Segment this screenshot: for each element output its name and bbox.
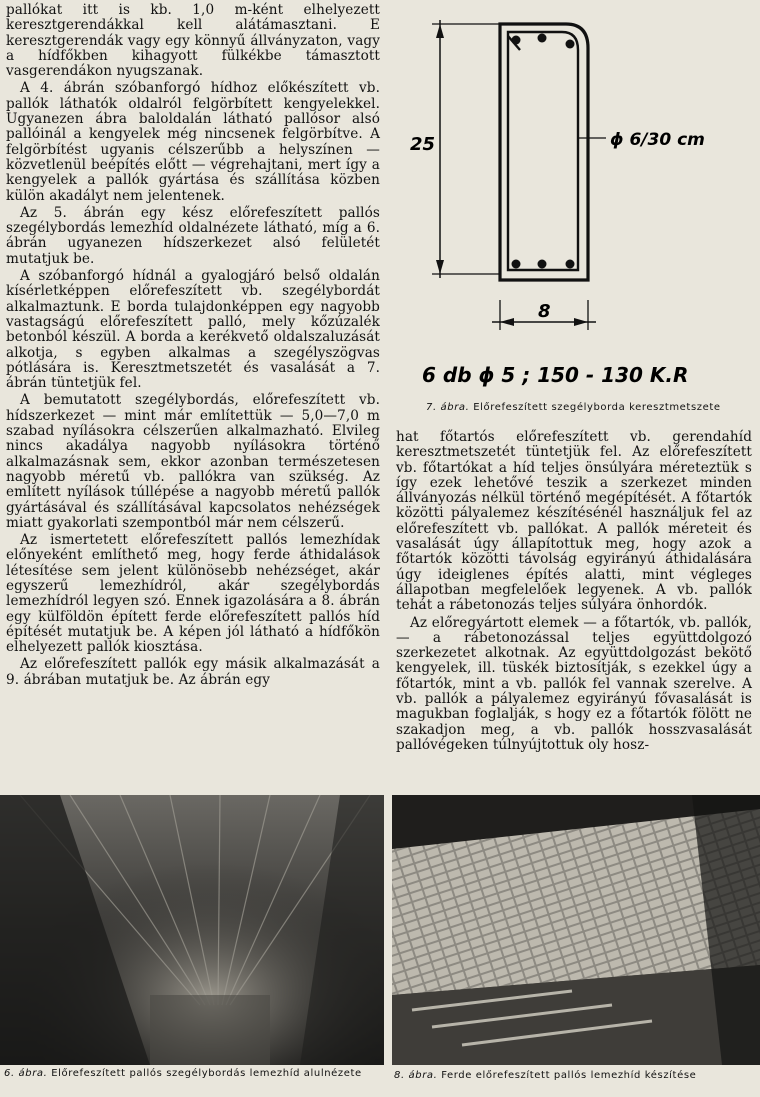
section-outline [500,24,588,280]
right-text-column [396,430,752,755]
paragraph: Az előregyártott elemek — a főtartók, vb. pallók, — a rábetonozással teljes együttdolgozó szerkezetet alkotnak. Az együttdolgozást bekötő kengyelek, ill. tüskék biztosítják, s ezekkel úgy a főtartók, mint a vb. pallók fel vannak szerelve. A vb. pallók a pályalemez egyirányú fővasalását is magukban foglalják, s hogy ez a főtartók fölött ne szakadjon meg, a vb. pallók hosszvasalását pallóvégeken túlnyújtottuk oly hosz- [396,614,752,753]
rebar-bottom-mid [538,260,547,269]
paragraph: A bemutatott szegélybordás, előrefeszített vb. hídszerkezet — mint már említettük — 5,0—7,0 m szabad nyílásokra célszerűen alkalmazható. Elvileg nincs akadálya nagyobb nyílásokra történő alkalmazásnak sem, ekkor azonban természetesen nagyobb méretű vb. pallókra van szükség. Az említett nyílások túllépése a nagyobb méretű pallók gyártásával és szállításával kapcsolatos nehézségek miatt gyakorlati szempontból már nem célszerű. [6,392,380,531]
figure-8-photo [392,795,760,1065]
arrow-down [436,260,444,274]
paragraph: hat főtartós előrefeszített vb. gerendahíd keresztmetszetét tüntetjük fel. Az előrefeszített vb. főtartókat a híd teljes önsúlyára méreteztük s így ezek lehetővé teszik a szerkezet minden állványozás nélkül történő megépítését. A főtartók közötti pályalemez készítésénél használjuk fel az előrefeszített vb. pallókat. A pallók méreteit és vasalását úgy állapítottuk meg, hogy azok a főtartók közötti távolság egyirányú áthidalására úgy ideiglenes építés alatti, mint végleges állapotban megfelelőek legyenek. A vb. pallók tehát a rábetonozás teljes súlyára önhordók. [396,429,752,614]
rebar-top-left [512,36,521,45]
caption-text: Előrefeszített szegélyborda keresztmetszete [473,402,721,413]
paragraph: Az 5. ábrán egy kész előrefeszített pallós szegélybordás lemezhíd oldalnézete látható, míg a 6. ábrán ugyanezen hídszerkezet alsó felületét mutatjuk be. [6,204,380,267]
paragraph: Az ismertetett előrefeszített pallós lemezhídak előnyeként említhető meg, hogy ferde áthidalások létesítése sem jelent különösebb nehézséget, akár egyszerű lemezhídról, akár szegélybordás lemezhídról legyen szó. Ennek igazolására a 8. ábrán egy külföldön épített ferde előrefeszített pallós híd építését mutatjuk be. A képen jól látható a hídfőkön elhelyezett pallók kiosztása. [6,532,380,656]
cross-section-drawing [396,8,756,398]
stirrup [508,32,578,270]
width-label: 8 [538,301,551,322]
figure-7-cross-section [396,8,756,418]
figure-8-caption [394,1070,754,1081]
caption-number: 6. ábra. [4,1068,48,1079]
caption-text: Ferde előrefeszített pallós lemezhíd készítése [441,1070,697,1081]
left-text-column [6,3,380,690]
figure-6-photo [0,795,384,1065]
rebar-label: 6 db ϕ 5 ; 150 - 130 K.R [422,363,689,387]
paragraph: pallókat itt is kb. 1,0 m-ként elhelyezett keresztgerendákkal kell alátámasztani. E keresztgerendák vagy egy könnyű állványzaton, vagy a hídfőkben kihagyott fülkékbe támasztott vasgerendákon nyugszanak. [6,2,380,80]
caption-text: Előrefeszített pallós szegélybordás lemezhíd alulnézete [51,1068,362,1079]
paragraph: Az előrefeszített pallók egy másik alkalmazását a 9. ábrában mutatjuk be. Az ábrán egy [6,656,380,688]
height-label: 25 [410,134,436,155]
caption-number: 8. ábra. [394,1070,438,1081]
paragraph: A 4. ábrán szóbanforgó hídhoz előkészített vb. pallók láthatók oldalról felgörbített kengyelekkel. Ugyanezen ábra baloldalán látható pallósor alsó pallóinál a kengyelek még nincsenek felgörbítve. A felgörbítést ugyanis célszerűbb a helyszínen — közvetlenül beépítés előtt — végrehajtani, mert így a kengyelek a pallók gyártása és szállítása közben külön akadályt nem jelentenek. [6,80,380,204]
rebar-bottom-right [566,260,575,269]
arrow-up [436,24,444,38]
figure-7-caption [426,402,756,413]
rebar-top-mid [538,34,547,43]
arrow-right [574,318,588,326]
bridge-underside-image [0,795,384,1065]
stirrup-label: ϕ 6/30 cm [610,130,705,150]
caption-number: 7. ábra. [426,402,470,413]
rebar-bottom-left [512,260,521,269]
rebar-top-right [566,40,575,49]
arrow-left [500,318,514,326]
paragraph: A szóbanforgó hídnál a gyalogjáró belső oldalán kísérletképpen előrefeszített vb. szegélybordát alkalmaztunk. E borda tulajdonképpen egy nagyobb vastagságú előrefeszített palló, mely kőzúzalék betonból készül. A borda a kerékvető oldalszaluzását alkotja, s egyben alkalmas a szegélyszögvas pótlására is. Keresztmetszetét és vasalását a 7. ábrán tüntetjük fel. [6,268,380,392]
skew-bridge-construction-image [392,795,760,1065]
figure-6-caption [4,1068,374,1079]
